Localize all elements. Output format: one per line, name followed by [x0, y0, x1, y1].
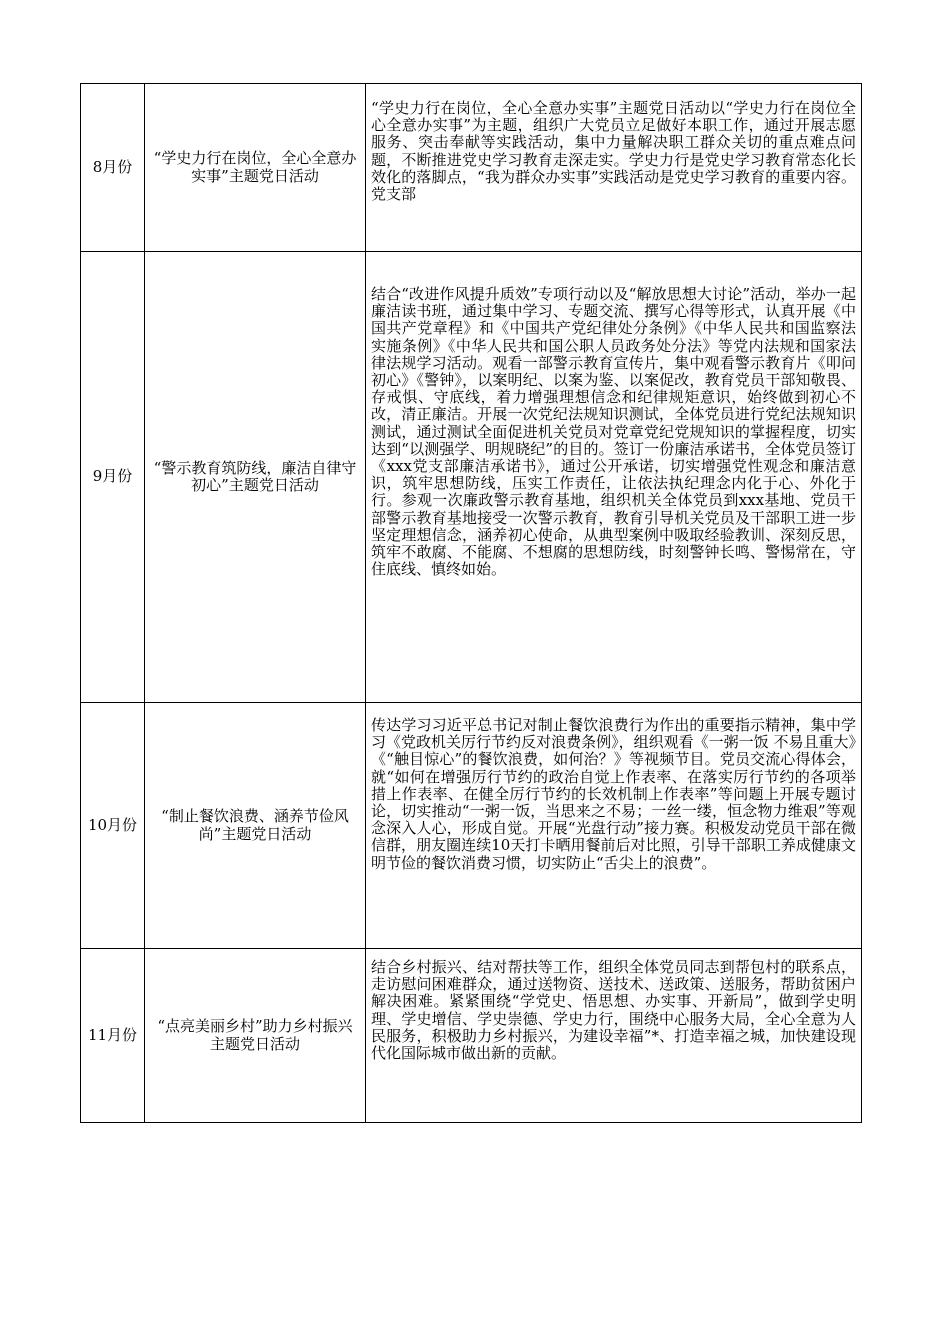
theme-cell: “警示教育筑防线，廉洁自律守初心”主题党日活动 [145, 252, 366, 703]
table-row [81, 949, 862, 1123]
content-text: 结合“改进作风提升质效”专项行动以及“解放思想大讨论”活动，举办一起廉洁读书班，通过集中学习、专题交流、撰写心得等形式，认真开展《中国共产党章程》和《中国共产党纪律处分条例》《中华人民共和国监察法实施条例》《中华人民共和国公职人员政务处分法》等党内法规和国家法律法规学习活动。观看一部警示教育宣传片，集中观看警示教育片《叩问初心》《警钟》，以案明纪、以案为鉴、以案促改，教育党员干部知敬畏、存戒惧、守底线，着力增强理想信念和纪律规矩意识，始终做到初心不改，清正廉洁。开展一次党纪法规知识测试，全体党员进行党纪法规知识测试，通过测试全面促进机关党员对党章党纪党规知识的掌握程度，切实达到“以测强学、明规晓纪”的目的。签订一份廉洁承诺书，全体党员签订《xxx党支部廉洁承诺书》，通过公开承诺，切实增强党性观念和廉洁意识，筑牢思想防线，压实工作责任，让依法执纪理念内化于心、外化于行。参观一次廉政警示教育基地，组织机关全体党员到xxx基地、党员干部警示教育基地接受一次警示教育，教育引导机关党员及干部职工进一步坚定理想信念，涵养初心使命，从典型案例中吸取经验教训、深刻反思，筑牢不敢腐、不能腐、不想腐的思想防线，时刻警钟长鸣、警惕常在，守住底线、慎终如始。 [371, 285, 856, 579]
content-text: “学史力行在岗位，全心全意办实事”主题党日活动以“学史力行在岗位全心全意办实事”为主题，组织广大党员立足做好本职工作，通过开展志愿服务、突击奉献等实践活动，集中力量解决职工群众关切的重点难点问题，不断推进党史学习教育走深走实。学史力行是党史学习教育常态化长效化的落脚点，“我为群众办实事”实践活动是党史学习教育的重要内容。党支部 [371, 99, 856, 204]
content-cell [366, 252, 862, 703]
theme-cell: “学史力行在岗位，全心全意办实事”主题党日活动 [145, 84, 366, 252]
content-text: 传达学习习近平总书记对制止餐饮浪费行为作出的重要指示精神，集中学习《党政机关厉行节约反对浪费条例》，组织观看《一粥一饭 不易且重大》《“触目惊心”的餐饮浪费，如何治？》等视频节目。党员交流心得体会，就“如何在增强厉行节约的政治自觉上作表率、在落实厉行节约的各项举措上作表率、在健全厉行节约的长效机制上作表率”等问题上开展专题讨论，切实推动“一粥一饭，当思来之不易；一丝一缕，恒念物力维艰”等观念深入人心，形成自觉。开展“光盘行动”接力赛。积极发动党员干部在微信群，朋友圈连续10天打卡晒用餐前后对比照，引导干部职工养成健康文明节俭的餐饮消费习惯，切实防止“舌尖上的浪费”。 [371, 716, 856, 872]
month-cell: 9月份 [81, 252, 145, 703]
content-cell [366, 84, 862, 252]
table-row [81, 252, 862, 703]
content-cell [366, 703, 862, 949]
table-row [81, 84, 862, 252]
month-cell: 11月份 [81, 949, 145, 1123]
month-cell: 8月份 [81, 84, 145, 252]
month-cell: 10月份 [81, 703, 145, 949]
content-cell [366, 949, 862, 1123]
table-row [81, 703, 862, 949]
content-text: 结合乡村振兴、结对帮扶等工作，组织全体党员同志到帮包村的联系点，走访慰问困难群众，通过送物资、送技术、送政策、送服务，帮助贫困户解决困难。紧紧围绕“学党史、悟思想、办实事、开新局”，做到学史明理、学史增信、学史崇德、学史力行，围绕中心服务大局，全心全意为人民服务，积极助力乡村振兴，为建设幸福”*、打造幸福之城，加快建设现代化国际城市做出新的贡献。 [371, 958, 856, 1063]
theme-cell: “制止餐饮浪费、涵养节俭风尚”主题党日活动 [145, 703, 366, 949]
theme-cell: “点亮美丽乡村”助力乡村振兴主题党日活动 [145, 949, 366, 1123]
activity-plan-table [80, 83, 862, 1123]
